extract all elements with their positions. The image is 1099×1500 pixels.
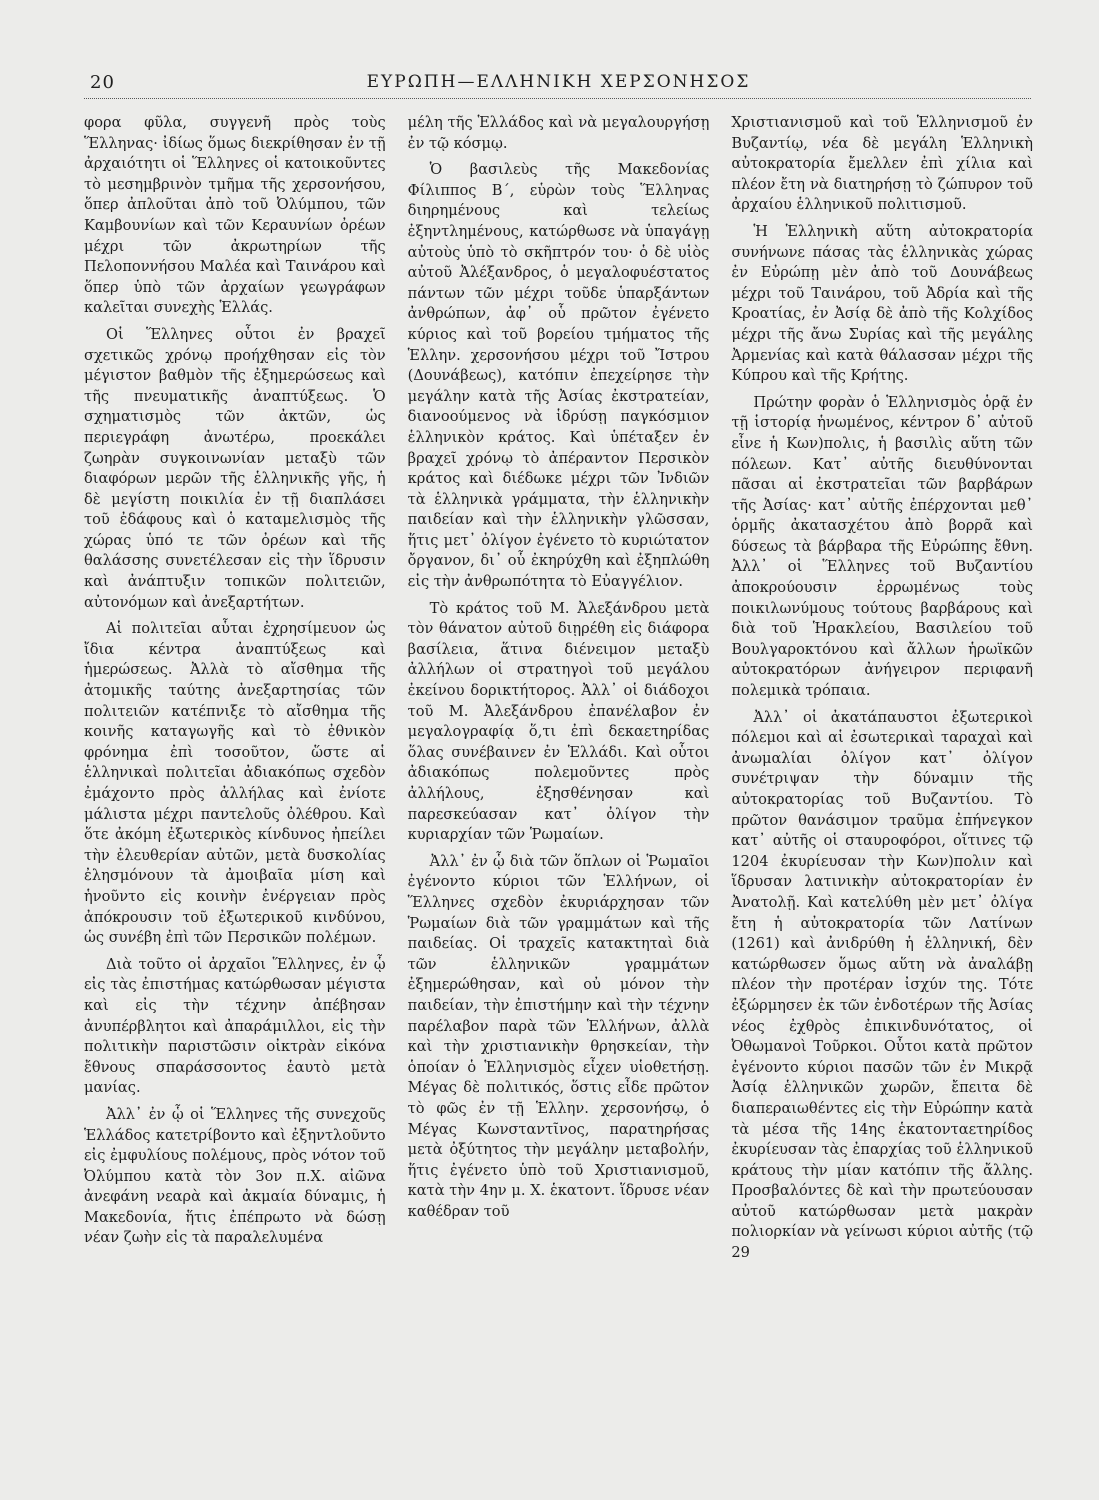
- paragraph: Πρώτην φορὰν ὁ Ἑλληνισμὸς ὁρᾷ ἐν τῇ ἱστορίᾳ ἡνωμένος, κέντρον δ᾽ αὐτοῦ εἶνε ἡ Κων)πολις, ἡ βασιλὶς αὕτη τῶν πόλεων. Κατ᾽ αὐτῆς διευθύνονται πᾶσαι αἱ ἐκστρατεῖαι τῶν βαρβάρων τῆς Ἀσίας· κατ᾽ αὐτῆς ἐπέρχονται μεθ᾽ ὁρμῆς ἀκατασχέτου ἀπὸ βορρᾶ καὶ δύσεως τὰ βάρβαρα τῆς Εὐρώπης ἔθνη. Ἀλλ᾽ οἱ Ἕλληνες τοῦ Βυζαντίου ἀποκρούουσιν ἐρρωμένως τοὺς ποικιλωνύμους τούτους βαρβάρους καὶ διὰ τοῦ Ἡρακλείου, Βασιλείου τοῦ Βουλγαροκτόνου καὶ ἄλλων ἡρωϊκῶν αὐτοκρατόρων ἀνήγειρον περιφανῆ πολεμικὰ τρόπαια.: [731, 393, 1034, 700]
- paragraph-continuation: φορα φῦλα, συγγενῆ πρὸς τοὺς Ἕλληνας· ἰδίως ὅμως διεκρίθησαν ἐν τῇ ἀρχαιότητι οἱ Ἕλληνες οἱ κατοικοῦντες τὸ μεσημβρινὸν τμῆμα τῆς χερσονήσου, ὅπερ ἀπλοῦται ἀπὸ τοῦ Ὀλύμπου, τῶν Καμβουνίων καὶ τῶν Κεραυνίων ὀρέων μέχρι τῶν ἀκρωτηρίων τῆς Πελοποννήσου Μαλέα καὶ Ταινάρου καὶ ὅπερ ὑπὸ τῶν ἀρχαίων γεωγράφων καλεῖται συνεχὴς Ἑλλάς.: [84, 114, 386, 317]
- paragraph: Ἀλλ᾽ ἐν ᾧ οἱ Ἕλληνες τῆς συνεχοῦς Ἑλλάδος κατετρίβοντο καὶ ἐξηντλοῦντο εἰς ἐμφυλίους πολέμους, πρὸς νότον τοῦ Ὀλύμπου κατὰ τὸν 3ον π.Χ. αἰῶνα ἀνεφάνη νεαρὰ καὶ ἀκμαία δύναμις, ἡ Μακεδονία, ἥτις ἐπέπρωτο νὰ δώσῃ νέαν ζωὴν εἰς τὰ παραλελυμένα: [84, 1105, 386, 1247]
- paragraph: Οἱ Ἕλληνες οὗτοι ἐν βραχεῖ σχετικῶς χρόνῳ προήχθησαν εἰς τὸν μέγιστον βαθμὸν τῆς ἐξημερώσεως καὶ τῆς πνευματικῆς ἀναπτύξεως. Ὁ σχηματισμὸς τῶν ἀκτῶν, ὡς περιεγράφη ἀνωτέρω, προεκάλει ζωηρὰν συγκοινωνίαν μεταξὺ τῶν διαφόρων μερῶν τῆς ἑλληνικῆς γῆς, ἡ δὲ μεγίστη ποικιλία ἐν τῇ διαπλάσει τοῦ ἐδάφους καὶ ὁ καταμελισμὸς τῆς χώρας ὑπό τε τῶν ὀρέων καὶ τῆς θαλάσσης συνετέλεσαν εἰς τὴν ἵδρυσιν καὶ ἀνάπτυξιν τοπικῶν πολιτειῶν, αὐτονόμων καὶ ἀνεξαρτήτων.: [84, 325, 386, 611]
- paragraph: Ὁ βασιλεὺς τῆς Μακεδονίας Φίλιππος Β´, εὑρὼν τοὺς Ἕλληνας διηρημένους καὶ τελείως ἐξηντλημένους, κατώρθωσε νὰ ὑπαγάγῃ αὐτοὺς ὑπὸ τὸ σκῆπτρόν του· ὁ δὲ υἱὸς αὐτοῦ Ἀλέξανδρος, ὁ μεγαλοφυέστατος πάντων τῶν μέχρι τοῦδε ὑπαρξάντων ἀνθρώπων, ἀφ᾽ οὗ πρῶτον ἐγένετο κύριος καὶ τοῦ βορείου τμήματος τῆς Ἑλλην. χερσονήσου μέχρι τοῦ Ἴστρου (Δουνάβεως), κατόπιν ἐπεχείρησε τὴν μεγάλην κατὰ τῆς Ἀσίας ἐκστρατείαν, διανοούμενος νὰ ἱδρύσῃ παγκόσμιον ἑλληνικὸν κράτος. Καὶ ὑπέταξεν ἐν βραχεῖ χρόνῳ τὸ ἀπέραντον Περσικὸν κράτος καὶ διέδωκε μέχρι τῶν Ἰνδιῶν τὰ ἑλληνικὰ γράμματα, τὴν ἑλληνικὴν παιδείαν καὶ τὴν ἑλληνικὴν γλῶσσαν, ἥτις μετ᾽ ὀλίγον ἐγένετο τὸ κυριώτατον ὄργανον, δι᾽ οὗ ἐκηρύχθη καὶ ἐξηπλώθη εἰς τὴν ἀνθρωπότητα τὸ Εὐαγγέλιον.: [407, 161, 710, 591]
- paragraph-continuation: Χριστιανισμοῦ καὶ τοῦ Ἑλληνισμοῦ ἐν Βυζαντίῳ, νέα δὲ μεγάλη Ἑλληνικὴ αὐτοκρατορία ἔμελλεν ἐπὶ χίλια καὶ πλέον ἔτη νὰ διατηρήσῃ τὸ ζώπυρον τοῦ ἀρχαίου ἑλληνικοῦ πολιτισμοῦ.: [731, 114, 1034, 214]
- paragraph: Διὰ τοῦτο οἱ ἀρχαῖοι Ἕλληνες, ἐν ᾧ εἰς τὰς ἐπιστήμας κατώρθωσαν μέγιστα καὶ εἰς τὴν τέχνην ἀπέβησαν ἀνυπέρβλητοι καὶ ἀπαράμιλλοι, εἰς τὴν πολιτικὴν παριστῶσιν οἰκτρὰν εἰκόνα ἔθνους σπαράσσοντος ἑαυτὸ μετὰ μανίας.: [84, 955, 386, 1097]
- paragraph: Ἀλλ᾽ οἱ ἀκατάπαυστοι ἐξωτερικοὶ πόλεμοι καὶ αἱ ἐσωτερικαὶ ταραχαὶ καὶ ἀνωμαλίαι ὀλίγον κατ᾽ ὀλίγον συνέτριψαν τὴν δύναμιν τῆς αὐτοκρατορίας τοῦ Βυζαντίου. Τὸ πρῶτον θανάσιμον τραῦμα ἐπήνεγκον κατ᾽ αὐτῆς οἱ σταυροφόροι, οἵτινες τῷ 1204 ἐκυρίευσαν τὴν Κων)πολιν καὶ ἵδρυσαν λατινικὴν αὐτοκρατορίαν ἐν Ἀνατολῇ. Καὶ κατελύθη μὲν μετ᾽ ὀλίγα ἔτη ἡ αὐτοκρατορία τῶν Λατίνων (1261) καὶ ἀνιδρύθη ἡ ἑλληνική, δὲν κατώρθωσεν ὅμως αὕτη νὰ ἀναλάβῃ πλέον τὴν προτέραν ἰσχύν της. Τότε ἐξώρμησεν ἐκ τῶν ἐνδοτέρων τῆς Ἀσίας νέος ἐχθρὸς ἐπικινδυνότατος, οἱ Ὀθωμανοὶ Τοῦρκοι. Οὗτοι κατὰ πρῶτον ἐγένοντο κύριοι πασῶν τῶν ἐν Μικρᾷ Ἀσίᾳ ἑλληνικῶν χωρῶν, ἔπειτα δὲ διαπεραιωθέντες εἰς τὴν Εὐρώπην κατὰ τὰ μέσα τῆς 14ης ἑκατονταετηρίδος ἐκυρίευσαν τὰς ἐπαρχίας τοῦ ἑλληνικοῦ κράτους τὴν μίαν κατόπιν τῆς ἄλλης. Προσβαλόντες δὲ καὶ τὴν πρωτεύουσαν αὐτοῦ κατώρθωσαν μετὰ μακρὰν πολιορκίαν νὰ γείνωσι κύριοι αὐτῆς (τῷ 29: [731, 708, 1034, 1262]
- text-column-middle: [408, 113, 710, 1264]
- header-rule: [84, 98, 1031, 99]
- text-column-left: [84, 113, 386, 1264]
- paragraph-continuation: μέλη τῆς Ἑλλάδος καὶ νὰ μεγαλουργήσῃ ἐν τῷ κόσμῳ.: [407, 114, 710, 152]
- paragraph: Αἱ πολιτεῖαι αὗται ἐχρησίμευον ὡς ἴδια κέντρα ἀναπτύξεως καὶ ἡμερώσεως. Ἀλλὰ τὸ αἴσθημα τῆς ἀτομικῆς ταύτης ἀνεξαρτησίας τῶν πολιτειῶν κατέπνιξε τὸ αἴσθημα τῆς κοινῆς καταγωγῆς καὶ τὸ ἐθνικὸν φρόνημα ἐπὶ τοσοῦτον, ὥστε αἱ ἑλληνικαὶ πολιτεῖαι ἀδιακόπως σχεδὸν ἐμάχοντο πρὸς ἀλλήλας καὶ ἐνίοτε μάλιστα μέχρι παντελοῦς ὀλέθρου. Καὶ ὅτε ἀκόμη ἐξωτερικὸς κίνδυνος ἠπείλει τὴν ἐλευθερίαν αὐτῶν, μετὰ δυσκολίας ἐλησμόνουν τὰ ἀμοιβαῖα μίση καὶ ἡνοῦντο εἰς κοινὴν ἐνέργειαν πρὸς ἀπόκρουσιν τοῦ ἐξωτερικοῦ κινδύνου, ὡς συνέβη ἐπὶ τῶν Περσικῶν πολέμων.: [84, 620, 386, 947]
- running-title: ΕΥΡΩΠΗ—ΕΛΛΗΝΙΚΗ ΧΕΡΣΟΝΗΣΟΣ: [366, 72, 751, 92]
- text-column-right: [731, 113, 1033, 1264]
- text-columns: [84, 113, 1033, 1264]
- page-number: 20: [90, 72, 115, 93]
- paragraph: Ἡ Ἑλληνικὴ αὕτη αὐτοκρατορία συνήνωνε πάσας τὰς ἑλληνικὰς χώρας ἐν Εὐρώπῃ μὲν ἀπὸ τοῦ Δουνάβεως μέχρι τοῦ Ταινάρου, τοῦ Ἀδρία καὶ τῆς Κροατίας, ἐν Ἀσίᾳ δὲ ἀπὸ τῆς Κολχίδος μέχρι τῆς ἄνω Συρίας καὶ τῆς μεγάλης Ἀρμενίας καὶ κατὰ θάλασσαν μέχρι τῆς Κύπρου καὶ τῆς Κρήτης.: [731, 222, 1034, 385]
- paragraph: Ἀλλ᾽ ἐν ᾧ διὰ τῶν ὅπλων οἱ Ῥωμαῖοι ἐγένοντο κύριοι τῶν Ἑλλήνων, οἱ Ἕλληνες σχεδὸν ἐκυριάρχησαν τῶν Ῥωμαίων διὰ τῶν γραμμάτων καὶ τῆς παιδείας. Οἱ τραχεῖς κατακτηταὶ διὰ τῶν ἑλληνικῶν γραμμάτων ἐξημερώθησαν, καὶ οὐ μόνον τὴν παιδείαν, τὴν ἐπιστήμην καὶ τὴν τέχνην παρέλαβον παρὰ τῶν Ἑλλήνων, ἀλλὰ καὶ τὴν χριστιανικὴν θρησκείαν, τὴν ὁποίαν ὁ Ἑλληνισμὸς εἶχεν υἱοθετήσῃ. Μέγας δὲ πολιτικός, ὅστις εἶδε πρῶτον τὸ φῶς ἐν τῇ Ἑλλην. χερσονήσῳ, ὁ Μέγας Κωνσταντῖνος, παρατηρήσας μετὰ ὀξύτητος τὴν μεγάλην μεταβολήν, ἥτις ἐγένετο ὑπὸ τοῦ Χριστιανισμοῦ, κατὰ τὴν 4ην μ. Χ. ἑκατοντ. ἵδρυσε νέαν καθέδραν τοῦ: [407, 852, 710, 1220]
- paragraph: Τὸ κράτος τοῦ Μ. Ἀλεξάνδρου μετὰ τὸν θάνατον αὐτοῦ διῃρέθη εἰς διάφορα βασίλεια, ἅτινα διένειμον μεταξὺ ἀλλήλων οἱ στρατηγοὶ τοῦ μεγάλου ἐκείνου δορικτήτορος. Ἀλλ᾽ οἱ διάδοχοι τοῦ Μ. Ἀλεξάνδρου ἐπανέλαβον ἐν μεγαλογραφίᾳ ὅ,τι ἐπὶ δεκαετηρίδας ὅλας συνέβαινεν ἐν Ἑλλάδι. Καὶ οὗτοι ἀδιακόπως πολεμοῦντες πρὸς ἀλλήλους, ἐξησθένησαν καὶ παρεσκεύασαν κατ᾽ ὀλίγον τὴν κυριαρχίαν τῶν Ῥωμαίων.: [407, 599, 710, 844]
- page-header: [84, 64, 1033, 98]
